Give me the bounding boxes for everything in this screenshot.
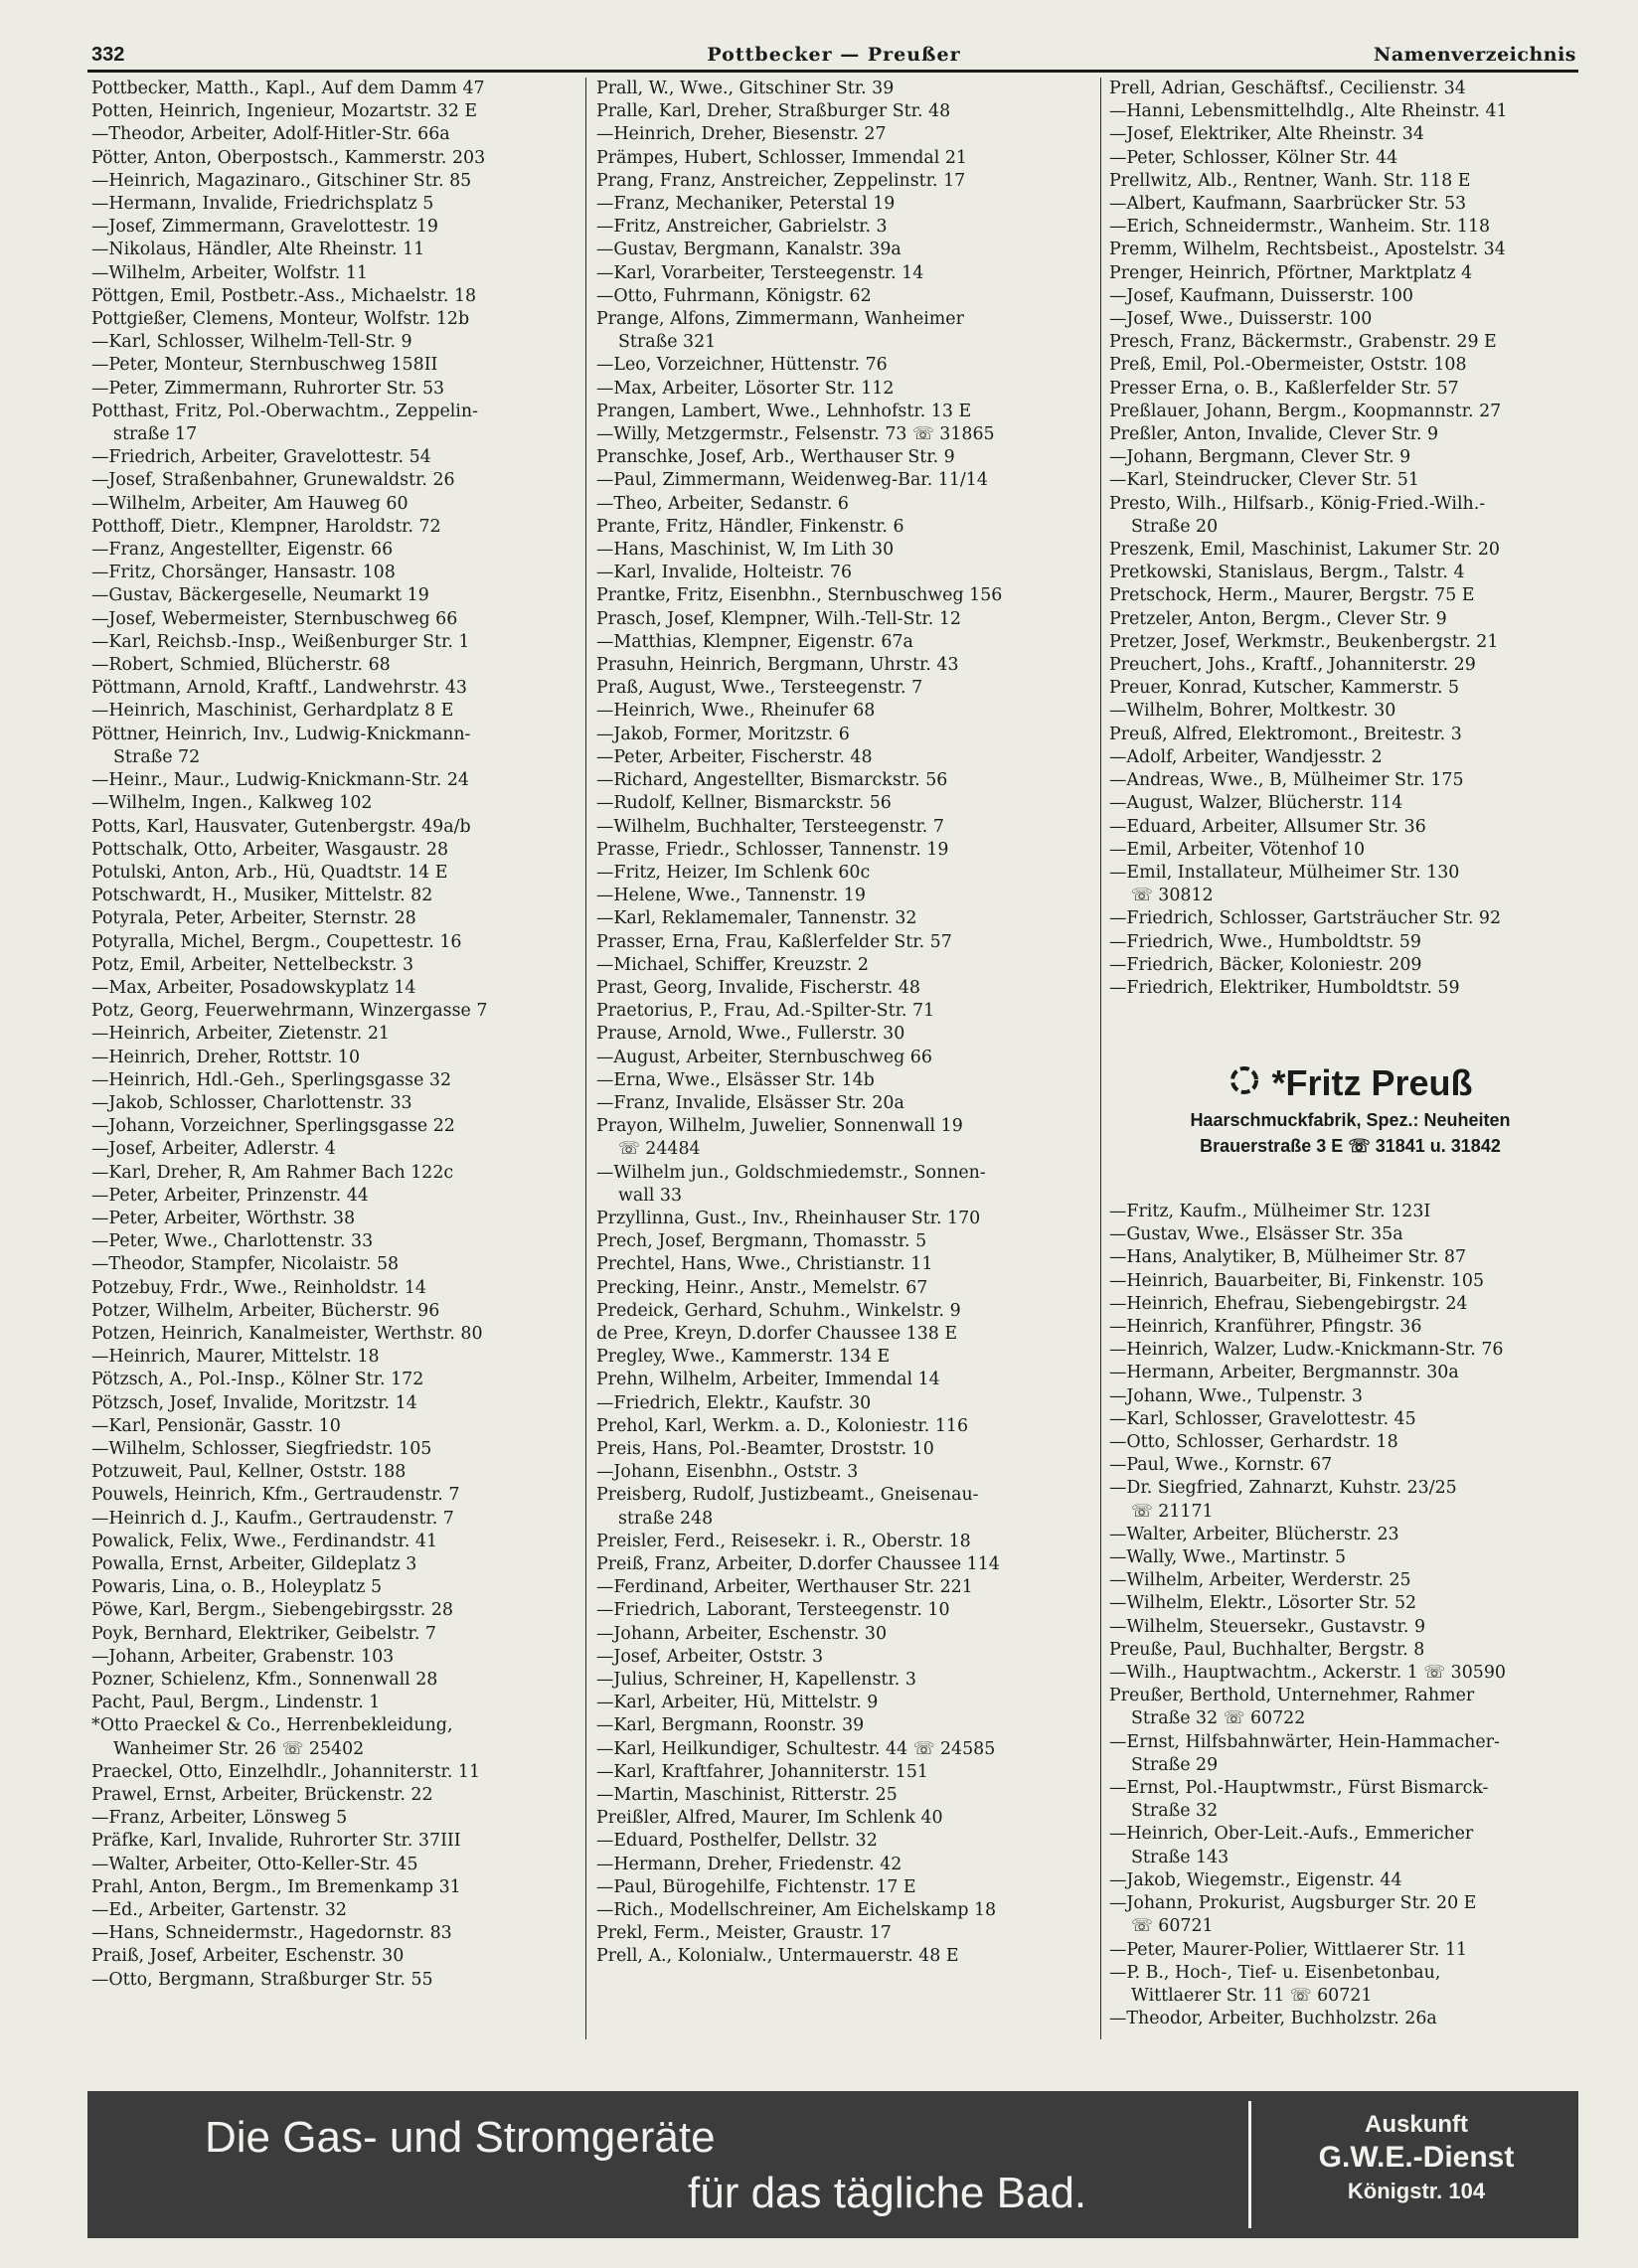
directory-entry: —Friedrich, Bäcker, Koloniestr. 209 bbox=[1109, 954, 1422, 975]
directory-entry: Przyllinna, Gust., Inv., Rheinhauser Str. 170 bbox=[596, 1208, 981, 1228]
directory-entry: ☏ 24484 bbox=[618, 1139, 701, 1160]
directory-entry: Preußer, Berthold, Unternehmer, Rahmer bbox=[1109, 1686, 1475, 1706]
directory-column-1 bbox=[91, 78, 573, 2039]
directory-entry: —Karl, Schlosser, Wilhelm-Tell-Str. 9 bbox=[91, 332, 412, 353]
directory-entry: Pöwe, Karl, Bergm., Siebengebirgsstr. 28 bbox=[91, 1600, 453, 1621]
directory-entry: —Peter, Maurer-Polier, Wittlaerer Str. 11 bbox=[1109, 1939, 1468, 1960]
directory-entry: Prehn, Wilhelm, Arbeiter, Immendal 14 bbox=[596, 1370, 940, 1390]
directory-entry: —Heinrich, Dreher, Rottstr. 10 bbox=[91, 1047, 361, 1067]
directory-entry: Präfke, Karl, Invalide, Ruhrorter Str. 37III bbox=[91, 1831, 461, 1852]
directory-entry: —Karl, Kraftfahrer, Johanniterstr. 151 bbox=[596, 1761, 928, 1782]
directory-entry: —Franz, Invalide, Elsässer Str. 20a bbox=[596, 1092, 904, 1113]
directory-entry: —Paul, Wwe., Kornstr. 67 bbox=[1109, 1455, 1333, 1476]
directory-entry: —Heinrich, Maurer, Mittelstr. 18 bbox=[91, 1347, 380, 1368]
directory-entry: —Ernst, Pol.-Hauptwmstr., Fürst Bismarck- bbox=[1109, 1778, 1489, 1799]
directory-entry: Prasch, Josef, Klempner, Wilh.-Tell-Str. 12 bbox=[596, 608, 961, 629]
directory-entry: Potzebuy, Frdr., Wwe., Reinholdstr. 14 bbox=[91, 1277, 426, 1298]
directory-entry: straße 248 bbox=[618, 1508, 714, 1529]
directory-entry: Powalick, Felix, Wwe., Ferdinandstr. 41 bbox=[91, 1531, 438, 1551]
directory-entry: Prang, Franz, Anstreicher, Zeppelinstr. 17 bbox=[596, 170, 966, 191]
directory-entry: Predeick, Gerhard, Schuhm., Winkelstr. 9 bbox=[596, 1300, 961, 1321]
directory-column-3-bottom bbox=[1109, 1201, 1591, 2039]
directory-entry: Presch, Franz, Bäckermstr., Grabenstr. 29 E bbox=[1109, 332, 1497, 353]
directory-entry: Prall, W., Wwe., Gitschiner Str. 39 bbox=[596, 79, 895, 98]
directory-entry: —Heinrich, Magazinaro., Gitschiner Str. 85 bbox=[91, 170, 472, 191]
directory-entry: Pretkowski, Stanislaus, Bergm., Talstr. 4 bbox=[1109, 563, 1465, 583]
directory-entry: Straße 72 bbox=[113, 746, 201, 767]
directory-entry: Pötzsch, Josef, Invalide, Moritzstr. 14 bbox=[91, 1392, 417, 1413]
directory-entry: —Heinrich, Dreher, Biesenstr. 27 bbox=[596, 124, 887, 145]
directory-entry: —Hans, Analytiker, B, Mülheimer Str. 87 bbox=[1109, 1247, 1467, 1268]
directory-entry: Precking, Heinr., Anstr., Memelstr. 67 bbox=[596, 1277, 928, 1298]
directory-entry: —Peter, Wwe., Charlottenstr. 33 bbox=[91, 1231, 374, 1252]
banner-info-name: G.W.E.-Dienst bbox=[1318, 2141, 1515, 2174]
directory-entry: Pottschalk, Otto, Arbeiter, Wasgaustr. 28 bbox=[91, 839, 449, 860]
directory-entry: —Max, Arbeiter, Posadowskyplatz 14 bbox=[91, 977, 416, 998]
directory-entry: —Dr. Siegfried, Zahnarzt, Kuhstr. 23/25 bbox=[1109, 1478, 1457, 1499]
directory-entry: Praetorius, P., Frau, Ad.-Spilter-Str. 71 bbox=[596, 1001, 935, 1022]
directory-entry: —Josef, Wwe., Duisserstr. 100 bbox=[1109, 309, 1373, 330]
directory-entry: —Heinr., Maur., Ludwig-Knickmann-Str. 24 bbox=[91, 770, 469, 791]
directory-entry: Prast, Georg, Invalide, Fischerstr. 48 bbox=[596, 977, 920, 998]
directory-entry: —Wilhelm, Bohrer, Moltkestr. 30 bbox=[1109, 701, 1396, 722]
directory-entry: Prekl, Ferm., Meister, Graustr. 17 bbox=[596, 1923, 892, 1944]
directory-entry: —Karl, Reklamemaler, Tannenstr. 32 bbox=[596, 908, 917, 929]
directory-entry: Pretzeler, Anton, Bergm., Clever Str. 9 bbox=[1109, 608, 1447, 629]
directory-entry: —Heinrich, Hdl.-Geh., Sperlingsgasse 32 bbox=[91, 1069, 452, 1090]
directory-entry: —P. B., Hoch-, Tief- u. Eisenbetonbau, bbox=[1109, 1962, 1441, 1983]
directory-entry: —Heinrich, Wwe., Rheinufer 68 bbox=[596, 701, 876, 722]
directory-entry: —Johann, Wwe., Tulpenstr. 3 bbox=[1109, 1385, 1363, 1406]
directory-entry: Potzuweit, Paul, Kellner, Oststr. 188 bbox=[91, 1462, 407, 1483]
advertisement-fritz-preuss bbox=[1109, 1061, 1591, 1191]
directory-entry: —Josef, Webermeister, Sternbuschweg 66 bbox=[91, 608, 458, 629]
directory-entry: —Jakob, Former, Moritzstr. 6 bbox=[596, 724, 850, 744]
directory-entry: —Eduard, Arbeiter, Allsumer Str. 36 bbox=[1109, 816, 1426, 837]
directory-entry: Prell, A., Kolonialw., Untermauerstr. 48 E bbox=[596, 1946, 959, 1967]
directory-entry: Preißler, Alfred, Maurer, Im Schlenk 40 bbox=[596, 1808, 943, 1829]
directory-entry: —August, Arbeiter, Sternbuschweg 66 bbox=[596, 1047, 932, 1067]
directory-entry: —Wilhelm, Elektr., Lösorter Str. 52 bbox=[1109, 1593, 1417, 1614]
directory-entry: —Wilhelm, Buchhalter, Tersteegenstr. 7 bbox=[596, 816, 944, 837]
directory-entry: Preßler, Anton, Invalide, Clever Str. 9 bbox=[1109, 424, 1439, 445]
directory-entry: Pöttner, Heinrich, Inv., Ludwig-Knickmann- bbox=[91, 724, 471, 744]
directory-entry: ☏ 30812 bbox=[1131, 886, 1214, 906]
directory-entry: Praiß, Josef, Arbeiter, Eschenstr. 30 bbox=[91, 1946, 405, 1967]
directory-entry: Wanheimer Str. 26 ☏ 25402 bbox=[113, 1738, 365, 1759]
directory-entry: ☏ 60721 bbox=[1131, 1916, 1214, 1937]
directory-entry: Preß, Emil, Pol.-Obermeister, Oststr. 108 bbox=[1109, 355, 1467, 376]
directory-entry: Pretzer, Josef, Werkmstr., Beukenbergstr. 21 bbox=[1109, 631, 1499, 652]
directory-entry: Preisler, Ferd., Reisesekr. i. R., Oberstr. 18 bbox=[596, 1531, 971, 1551]
directory-entry: —Friedrich, Wwe., Humboldtstr. 59 bbox=[1109, 931, 1421, 952]
directory-entry: —Hermann, Arbeiter, Bergmannstr. 30a bbox=[1109, 1363, 1459, 1383]
directory-entry: Prawel, Ernst, Arbeiter, Brückenstr. 22 bbox=[91, 1785, 433, 1806]
directory-entry: —Robert, Schmied, Blücherstr. 68 bbox=[91, 655, 391, 676]
directory-entry: Pregley, Wwe., Kammerstr. 134 E bbox=[596, 1347, 891, 1368]
directory-entry: —Theodor, Arbeiter, Buchholzstr. 26a bbox=[1109, 2009, 1437, 2029]
advert-name: *Fritz Preuß bbox=[1271, 1062, 1473, 1103]
footer-advertisement-banner bbox=[87, 2091, 1578, 2238]
directory-entry: Preiß, Franz, Arbeiter, D.dorfer Chaussee 114 bbox=[596, 1554, 1000, 1574]
directory-entry: —Helene, Wwe., Tannenstr. 19 bbox=[596, 886, 866, 906]
banner-info-box bbox=[1254, 2091, 1578, 2238]
directory-entry: Prasse, Friedr., Schlosser, Tannenstr. 19 bbox=[596, 839, 949, 860]
directory-entry: —Friedrich, Laborant, Tersteegenstr. 10 bbox=[596, 1600, 950, 1621]
directory-entry: Pretschock, Herm., Maurer, Bergstr. 75 E bbox=[1109, 585, 1475, 606]
directory-entry: —Peter, Arbeiter, Prinzenstr. 44 bbox=[91, 1185, 369, 1206]
directory-entry: Pötzsch, A., Pol.-Insp., Kölner Str. 172 bbox=[91, 1370, 424, 1390]
directory-entry: —Josef, Elektriker, Alte Rheinstr. 34 bbox=[1109, 124, 1424, 145]
directory-entry: —Wally, Wwe., Martinstr. 5 bbox=[1109, 1547, 1347, 1568]
directory-entry: —Heinrich, Walzer, Ludw.-Knickmann-Str. 76 bbox=[1109, 1340, 1504, 1361]
directory-entry: Prell, Adrian, Geschäftsf., Cecilienstr. 34 bbox=[1109, 79, 1466, 98]
directory-entry: —Paul, Bürogehilfe, Fichtenstr. 17 E bbox=[596, 1876, 916, 1897]
directory-entry: —Peter, Zimmermann, Ruhrorter Str. 53 bbox=[91, 378, 445, 399]
directory-entry: Premm, Wilhelm, Rechtsbeist., Apostelstr. 34 bbox=[1109, 240, 1506, 260]
banner-divider bbox=[1248, 2101, 1251, 2228]
directory-entry: Pranschke, Josef, Arb., Werthauser Str. 9 bbox=[596, 447, 955, 468]
directory-entry: Prellwitz, Alb., Rentner, Wanh. Str. 118 E bbox=[1109, 170, 1471, 191]
directory-entry: —Fritz, Heizer, Im Schlenk 60c bbox=[596, 862, 871, 883]
directory-entry: —Leo, Vorzeichner, Hüttenstr. 76 bbox=[596, 355, 888, 376]
directory-entry: Prech, Josef, Bergmann, Thomasstr. 5 bbox=[596, 1231, 927, 1252]
directory-entry: Prasuhn, Heinrich, Bergmann, Uhrstr. 43 bbox=[596, 655, 959, 676]
directory-entry: —Heinrich, Bauarbeiter, Bi, Finkenstr. 105 bbox=[1109, 1270, 1485, 1291]
directory-entry: Prasser, Erna, Frau, Kaßlerfelder Str. 57 bbox=[596, 931, 952, 952]
column-divider bbox=[585, 78, 586, 2039]
directory-entry: —Hans, Maschinist, W, Im Lith 30 bbox=[596, 540, 895, 561]
directory-entry: Potz, Emil, Arbeiter, Nettelbeckstr. 3 bbox=[91, 954, 414, 975]
directory-entry: —Gustav, Bergmann, Kanalstr. 39a bbox=[596, 240, 901, 260]
directory-entry: —Karl, Invalide, Holteistr. 76 bbox=[596, 563, 853, 583]
directory-entry: —Emil, Arbeiter, Vötenhof 10 bbox=[1109, 839, 1366, 860]
directory-entry: —Wilhelm, Schlosser, Siegfriedstr. 105 bbox=[91, 1438, 432, 1459]
directory-entry: Poyk, Bernhard, Elektriker, Geibelstr. 7 bbox=[91, 1623, 436, 1644]
directory-entry: Pouwels, Heinrich, Kfm., Gertraudenstr. 7 bbox=[91, 1485, 460, 1506]
column-divider bbox=[1100, 78, 1101, 2039]
directory-entry: —Wilhelm jun., Goldschmiedemstr., Sonnen- bbox=[596, 1162, 986, 1183]
directory-entry: —Hanni, Lebensmittelhdlg., Alte Rheinstr. 41 bbox=[1109, 101, 1508, 122]
directory-column-3-top bbox=[1109, 78, 1591, 1057]
directory-entry: —Albert, Kaufmann, Saarbrücker Str. 53 bbox=[1109, 194, 1467, 215]
directory-entry: —Wilhelm, Arbeiter, Am Hauweg 60 bbox=[91, 493, 409, 514]
directory-entry: —Heinrich, Ehefrau, Siebengebirgstr. 24 bbox=[1109, 1293, 1468, 1314]
directory-entry: Pöttgen, Emil, Postbetr.-Ass., Michaelstr. 18 bbox=[91, 285, 477, 306]
company-logo-icon bbox=[1228, 1063, 1261, 1107]
directory-entry: —Ernst, Hilfsbahnwärter, Hein-Hammacher- bbox=[1109, 1731, 1500, 1752]
directory-entry: Pacht, Paul, Bergm., Lindenstr. 1 bbox=[91, 1693, 381, 1713]
directory-entry: —Franz, Mechaniker, Peterstal 19 bbox=[596, 194, 896, 215]
directory-entry: Preuß, Alfred, Elektromont., Breitestr. 3 bbox=[1109, 724, 1462, 744]
directory-entry: Potyralla, Michel, Bergm., Coupettestr. 16 bbox=[91, 931, 462, 952]
directory-entry: Prehol, Karl, Werkm. a. D., Koloniestr. 116 bbox=[596, 1415, 969, 1436]
directory-entry: —Julius, Schreiner, H, Kapellenstr. 3 bbox=[596, 1670, 916, 1691]
page-header bbox=[91, 40, 1576, 70]
directory-entry: —Wilh., Hauptwachtm., Ackerstr. 1 ☏ 30590 bbox=[1109, 1663, 1506, 1684]
directory-entry: —Karl, Arbeiter, Hü, Mittelstr. 9 bbox=[596, 1693, 879, 1713]
directory-entry: Pralle, Karl, Dreher, Straßburger Str. 48 bbox=[596, 101, 951, 122]
directory-entry: —Andreas, Wwe., B, Mülheimer Str. 175 bbox=[1109, 770, 1464, 791]
directory-entry: —Karl, Schlosser, Gravelottestr. 45 bbox=[1109, 1408, 1416, 1429]
directory-entry: —Josef, Arbeiter, Adlerstr. 4 bbox=[91, 1139, 336, 1160]
directory-entry: —Wilhelm, Arbeiter, Wolfstr. 11 bbox=[91, 262, 368, 283]
directory-entry: Presto, Wilh., Hilfsarb., König-Fried.-Wilh.- bbox=[1109, 493, 1486, 514]
directory-entry: —Johann, Bergmann, Clever Str. 9 bbox=[1109, 447, 1411, 468]
directory-entry: straße 17 bbox=[113, 424, 198, 445]
directory-entry: Prämpes, Hubert, Schlosser, Immendal 21 bbox=[596, 147, 967, 168]
directory-entry: —Gustav, Wwe., Elsässer Str. 35a bbox=[1109, 1224, 1403, 1245]
directory-entry: Potzer, Wilhelm, Arbeiter, Bücherstr. 96 bbox=[91, 1300, 440, 1321]
directory-entry: —Otto, Schlosser, Gerhardstr. 18 bbox=[1109, 1432, 1398, 1453]
directory-entry: Potschwardt, H., Musiker, Mittelstr. 82 bbox=[91, 886, 433, 906]
directory-entry: Prechtel, Hans, Wwe., Christianstr. 11 bbox=[596, 1254, 933, 1275]
directory-entry: —Karl, Vorarbeiter, Tersteegenstr. 14 bbox=[596, 262, 924, 283]
directory-entry: —Heinrich, Ober-Leit.-Aufs., Emmericher bbox=[1109, 1824, 1474, 1845]
directory-entry: Straße 143 bbox=[1131, 1847, 1229, 1867]
directory-entry: —Fritz, Anstreicher, Gabrielstr. 3 bbox=[596, 217, 888, 238]
directory-entry: —Franz, Angestellter, Eigenstr. 66 bbox=[91, 540, 394, 561]
directory-entry: —Johann, Prokurist, Augsburger Str. 20 E bbox=[1109, 1893, 1477, 1914]
directory-entry: —Martin, Maschinist, Ritterstr. 25 bbox=[596, 1785, 898, 1806]
directory-entry: —Heinrich, Arbeiter, Zietenstr. 21 bbox=[91, 1024, 390, 1045]
directory-entry: Potulski, Anton, Arb., Hü, Quadtstr. 14 E bbox=[91, 862, 448, 883]
directory-entry: —Johann, Arbeiter, Eschenstr. 30 bbox=[596, 1623, 888, 1644]
directory-entry: ☏ 21171 bbox=[1131, 1501, 1214, 1522]
directory-entry: —Jakob, Wiegemstr., Eigenstr. 44 bbox=[1109, 1869, 1402, 1890]
directory-entry: Preuer, Konrad, Kutscher, Kammerstr. 5 bbox=[1109, 678, 1460, 699]
directory-entry: —Hans, Schneidermstr., Hagedornstr. 83 bbox=[91, 1923, 452, 1944]
directory-entry: —Karl, Heilkundiger, Schultestr. 44 ☏ 24585 bbox=[596, 1738, 996, 1759]
directory-entry: —Walter, Arbeiter, Otto-Keller-Str. 45 bbox=[91, 1854, 418, 1874]
directory-entry: —Friedrich, Arbeiter, Gravelottestr. 54 bbox=[91, 447, 431, 468]
directory-entry: —Josef, Kaufmann, Duisserstr. 100 bbox=[1109, 285, 1413, 306]
directory-entry: —Richard, Angestellter, Bismarckstr. 56 bbox=[596, 770, 948, 791]
section-title: Namenverzeichnis bbox=[1373, 44, 1576, 66]
banner-line-1: Die Gas- und Stromgeräte bbox=[205, 2113, 716, 2162]
banner-line-2: für das tägliche Bad. bbox=[688, 2169, 1087, 2217]
directory-entry: Straße 20 bbox=[1131, 516, 1219, 537]
directory-entry: Powaris, Lina, o. B., Holeyplatz 5 bbox=[91, 1577, 383, 1598]
header-rule bbox=[87, 70, 1578, 73]
directory-entry: —Peter, Arbeiter, Fischerstr. 48 bbox=[596, 746, 873, 767]
directory-entry: —Hermann, Dreher, Friedenstr. 42 bbox=[596, 1854, 902, 1874]
directory-entry: Potten, Heinrich, Ingenieur, Mozartstr. 32 E bbox=[91, 101, 478, 122]
directory-entry: Prahl, Anton, Bergm., Im Bremenkamp 31 bbox=[91, 1876, 461, 1897]
directory-entry: —Rich., Modellschreiner, Am Eichelskamp 18 bbox=[596, 1900, 997, 1921]
directory-entry: Pozner, Schielenz, Kfm., Sonnenwall 28 bbox=[91, 1670, 438, 1691]
directory-entry: Powalla, Ernst, Arbeiter, Gildeplatz 3 bbox=[91, 1554, 417, 1574]
directory-entry: *Otto Praeckel & Co., Herrenbekleidung, bbox=[91, 1715, 453, 1736]
directory-entry: Straße 32 bbox=[1131, 1801, 1219, 1822]
directory-entry: Straße 29 bbox=[1131, 1754, 1219, 1775]
directory-entry: —Friedrich, Schlosser, Gartsträucher Str. 92 bbox=[1109, 908, 1502, 929]
directory-entry: wall 33 bbox=[618, 1185, 683, 1206]
directory-entry: —Rudolf, Kellner, Bismarckstr. 56 bbox=[596, 793, 892, 814]
directory-entry: —Josef, Arbeiter, Oststr. 3 bbox=[596, 1646, 824, 1667]
directory-entry: —Peter, Arbeiter, Wörthstr. 38 bbox=[91, 1208, 356, 1228]
directory-entry: —Wilhelm, Steuersekr., Gustavstr. 9 bbox=[1109, 1616, 1426, 1637]
directory-entry: Preuchert, Johs., Kraftf., Johanniterstr. 29 bbox=[1109, 655, 1476, 676]
directory-entry: —Wilhelm, Arbeiter, Werderstr. 25 bbox=[1109, 1570, 1411, 1591]
directory-entry: —Karl, Pensionär, Gasstr. 10 bbox=[91, 1415, 341, 1436]
directory-entry: —Eduard, Posthelfer, Dellstr. 32 bbox=[596, 1831, 878, 1852]
directory-entry: —Peter, Schlosser, Kölner Str. 44 bbox=[1109, 147, 1398, 168]
directory-entry: —Heinrich, Maschinist, Gerhardplatz 8 E bbox=[91, 701, 454, 722]
directory-entry: —Michael, Schiffer, Kreuzstr. 2 bbox=[596, 954, 869, 975]
directory-entry: Preisberg, Rudolf, Justizbeamt., Gneisenau- bbox=[596, 1485, 979, 1506]
directory-entry: —Johann, Arbeiter, Grabenstr. 103 bbox=[91, 1646, 395, 1667]
directory-entry: —Gustav, Bäckergeselle, Neumarkt 19 bbox=[91, 585, 429, 606]
directory-entry: Potyrala, Peter, Arbeiter, Sternstr. 28 bbox=[91, 908, 416, 929]
directory-entry: —August, Walzer, Blücherstr. 114 bbox=[1109, 793, 1403, 814]
directory-entry: —Theodor, Stampfer, Nicolaistr. 58 bbox=[91, 1254, 400, 1275]
directory-entry: de Pree, Kreyn, D.dorfer Chaussee 138 E bbox=[596, 1323, 958, 1344]
directory-entry: Prante, Fritz, Händler, Finkenstr. 6 bbox=[596, 516, 904, 537]
directory-entry: —Adolf, Arbeiter, Wandjesstr. 2 bbox=[1109, 746, 1383, 767]
directory-column-2 bbox=[596, 78, 1078, 2039]
directory-entry: Prantke, Fritz, Eisenbhn., Sternbuschweg 156 bbox=[596, 585, 1003, 606]
directory-entry: Pottbecker, Matth., Kapl., Auf dem Damm 47 bbox=[91, 79, 485, 98]
directory-entry: —Theo, Arbeiter, Sedanstr. 6 bbox=[596, 493, 849, 514]
directory-entry: —Peter, Monteur, Sternbuschweg 158II bbox=[91, 355, 438, 376]
directory-entry: Potthoff, Dietr., Klempner, Haroldstr. 72 bbox=[91, 516, 441, 537]
directory-entry: Prenger, Heinrich, Pförtner, Marktplatz 4 bbox=[1109, 262, 1473, 283]
directory-entry: Preßlauer, Johann, Bergm., Koopmannstr. 27 bbox=[1109, 401, 1502, 421]
directory-entry: Praeckel, Otto, Einzelhdlr., Johanniterstr. 11 bbox=[91, 1761, 481, 1782]
page-number: 332 bbox=[91, 44, 125, 66]
directory-entry: —Karl, Steindrucker, Clever Str. 51 bbox=[1109, 470, 1419, 491]
directory-entry: —Paul, Zimmermann, Weidenweg-Bar. 11/14 bbox=[596, 470, 988, 491]
directory-entry: —Karl, Bergmann, Roonstr. 39 bbox=[596, 1715, 865, 1736]
directory-entry: Potthast, Fritz, Pol.-Oberwachtm., Zeppelin- bbox=[91, 401, 478, 421]
directory-entry: —Willy, Metzgermstr., Felsenstr. 73 ☏ 31865 bbox=[596, 424, 995, 445]
directory-entry: —Erich, Schneidermstr., Wanheim. Str. 118 bbox=[1109, 217, 1491, 238]
directory-entry: —Theodor, Arbeiter, Adolf-Hitler-Str. 66a bbox=[91, 124, 450, 145]
directory-entry: Potzen, Heinrich, Kanalmeister, Werthstr. 80 bbox=[91, 1323, 483, 1344]
directory-entry: —Josef, Zimmermann, Gravelottestr. 19 bbox=[91, 217, 438, 238]
directory-entry: Preuße, Paul, Buchhalter, Bergstr. 8 bbox=[1109, 1639, 1425, 1660]
directory-entry: Pöttmann, Arnold, Kraftf., Landwehrstr. 43 bbox=[91, 678, 467, 699]
directory-entry: —Friedrich, Elektriker, Humboldtstr. 59 bbox=[1109, 977, 1460, 998]
directory-entry: Preis, Hans, Pol.-Beamter, Droststr. 10 bbox=[596, 1438, 934, 1459]
directory-entry: —Otto, Fuhrmann, Königstr. 62 bbox=[596, 285, 872, 306]
banner-info-address: Königstr. 104 bbox=[1347, 2179, 1486, 2203]
advert-line-2: Brauerstraße 3 E ☏ 31841 u. 31842 bbox=[1200, 1136, 1501, 1157]
directory-entry: Potz, Georg, Feuerwehrmann, Winzergasse 7 bbox=[91, 1001, 488, 1022]
directory-entry: Praß, August, Wwe., Tersteegenstr. 7 bbox=[596, 678, 923, 699]
name-range: Pottbecker — Preußer bbox=[707, 44, 961, 66]
directory-entry: —Franz, Arbeiter, Lönsweg 5 bbox=[91, 1808, 348, 1829]
directory-entry: Prayon, Wilhelm, Juwelier, Sonnenwall 19 bbox=[596, 1116, 963, 1137]
directory-entry: —Fritz, Kaufm., Mülheimer Str. 123I bbox=[1109, 1202, 1431, 1221]
banner-info-title: Auskunft bbox=[1365, 2111, 1468, 2138]
directory-entry: Pötter, Anton, Oberpostsch., Kammerstr. 203 bbox=[91, 147, 486, 168]
directory-entry: —Fritz, Chorsänger, Hansastr. 108 bbox=[91, 563, 396, 583]
directory-entry: Wittlaerer Str. 11 ☏ 60721 bbox=[1131, 1985, 1373, 2006]
directory-entry: Presser Erna, o. B., Kaßlerfelder Str. 57 bbox=[1109, 378, 1459, 399]
directory-entry: —Jakob, Schlosser, Charlottenstr. 33 bbox=[91, 1092, 412, 1113]
directory-entry: Straße 32 ☏ 60722 bbox=[1131, 1708, 1306, 1729]
directory-entry: —Emil, Installateur, Mülheimer Str. 130 bbox=[1109, 862, 1460, 883]
directory-entry: Straße 321 bbox=[618, 332, 717, 353]
directory-entry: Pottgießer, Clemens, Monteur, Wolfstr. 12b bbox=[91, 309, 470, 330]
directory-entry: —Walter, Arbeiter, Blücherstr. 23 bbox=[1109, 1524, 1399, 1544]
directory-entry: Prange, Alfons, Zimmermann, Wanheimer bbox=[596, 309, 964, 330]
directory-entry: Prause, Arnold, Wwe., Fullerstr. 30 bbox=[596, 1024, 905, 1045]
directory-entry: Potts, Karl, Hausvater, Gutenbergstr. 49a/b bbox=[91, 816, 471, 837]
directory-entry: —Wilhelm, Ingen., Kalkweg 102 bbox=[91, 793, 373, 814]
directory-entry: —Erna, Wwe., Elsässer Str. 14b bbox=[596, 1069, 875, 1090]
directory-entry: —Heinrich d. J., Kaufm., Gertraudenstr. 7 bbox=[91, 1508, 454, 1529]
directory-entry: —Johann, Vorzeichner, Sperlingsgasse 22 bbox=[91, 1116, 455, 1137]
directory-entry: —Hermann, Invalide, Friedrichsplatz 5 bbox=[91, 194, 434, 215]
directory-entry: —Friedrich, Elektr., Kaufstr. 30 bbox=[596, 1392, 872, 1413]
directory-entry: —Ferdinand, Arbeiter, Werthauser Str. 221 bbox=[596, 1577, 973, 1598]
directory-entry: —Josef, Straßenbahner, Grunewaldstr. 26 bbox=[91, 470, 455, 491]
directory-entry: —Karl, Dreher, R, Am Rahmer Bach 122c bbox=[91, 1162, 454, 1183]
directory-entry: —Max, Arbeiter, Lösorter Str. 112 bbox=[596, 378, 895, 399]
directory-entry: —Matthias, Klempner, Eigenstr. 67a bbox=[596, 631, 913, 652]
advert-line-1: Haarschmuckfabrik, Spez.: Neuheiten bbox=[1190, 1110, 1511, 1131]
directory-entry: —Heinrich, Kranführer, Pfingstr. 36 bbox=[1109, 1317, 1422, 1338]
directory-entry: —Karl, Reichsb.-Insp., Weißenburger Str. 1 bbox=[91, 631, 470, 652]
directory-entry: —Ed., Arbeiter, Gartenstr. 32 bbox=[91, 1900, 347, 1921]
directory-entry: Prangen, Lambert, Wwe., Lehnhofstr. 13 E bbox=[596, 401, 972, 421]
directory-entry: —Otto, Bergmann, Straßburger Str. 55 bbox=[91, 1969, 433, 1990]
directory-entry: —Johann, Eisenbhn., Oststr. 3 bbox=[596, 1462, 859, 1483]
directory-entry: —Nikolaus, Händler, Alte Rheinstr. 11 bbox=[91, 240, 425, 260]
directory-entry: Preszenk, Emil, Maschinist, Lakumer Str. 20 bbox=[1109, 540, 1500, 561]
